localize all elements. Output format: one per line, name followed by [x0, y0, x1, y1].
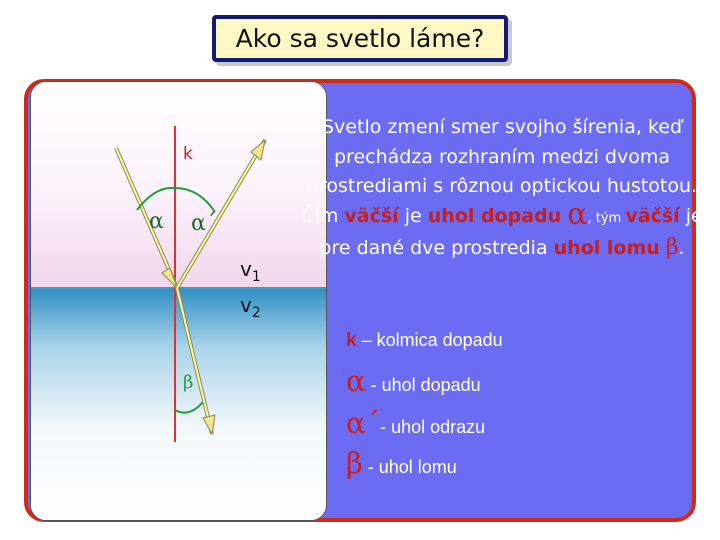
symbol-alpha: α: [567, 196, 588, 232]
highlight-vacsi-2: väčší: [625, 204, 680, 227]
legend-symbol-k: k: [346, 330, 357, 351]
k-label: k: [183, 144, 193, 164]
legend-item-beta: [346, 446, 457, 480]
legend-item-alpha-prime: [346, 406, 485, 440]
legend-item-alpha: [346, 364, 481, 398]
legend-dash: -: [362, 457, 379, 477]
highlight-vacsi-1: väčší: [344, 204, 399, 227]
highlight-uhol-lomu: uhol lomu: [553, 237, 660, 259]
legend-text: uhol dopadu: [381, 375, 481, 395]
legend-dash: -: [365, 375, 382, 395]
legend-text: kolmica dopadu: [376, 330, 503, 350]
legend-symbol-beta: β: [346, 446, 363, 480]
page-title: Ako sa svetlo láme?: [235, 24, 485, 53]
beta-label: β: [183, 372, 194, 393]
description-part4: je pre dané dve prostredia: [319, 204, 703, 259]
highlight-uhol-dopadu: uhol dopadu: [427, 204, 562, 227]
description-part1: Svetlo zmení smer svojho šírenia, keď prechádza rozhraním medzi dvoma prostrediami s rôznou optickou hustotou. Čím: [301, 116, 698, 227]
legend-text: uhol lomu: [378, 457, 457, 477]
description-part3: , tým: [587, 210, 626, 226]
v1-label: $v_1$: [240, 257, 261, 285]
legend-symbol-alpha: α: [346, 364, 366, 398]
description-part2: je: [398, 204, 428, 227]
legend-text: uhol odrazu: [391, 417, 486, 437]
legend-symbol-alpha-prime: α´: [346, 406, 381, 440]
lower-medium: [31, 288, 327, 521]
alpha-label: α: [149, 209, 164, 234]
refraction-diagram: [30, 81, 327, 521]
legend-item-k: [346, 330, 503, 352]
description-part5: .: [678, 237, 685, 259]
upper-medium: [31, 82, 327, 288]
legend-dash: -: [380, 417, 392, 437]
legend-dash: –: [356, 330, 377, 350]
description-text: [296, 113, 708, 264]
v2-label: $v_2$: [240, 293, 261, 321]
symbol-beta: β: [665, 235, 679, 260]
refraction-svg: [31, 82, 327, 521]
alpha-prime-label: α´: [191, 211, 217, 236]
title-box: [212, 15, 508, 62]
